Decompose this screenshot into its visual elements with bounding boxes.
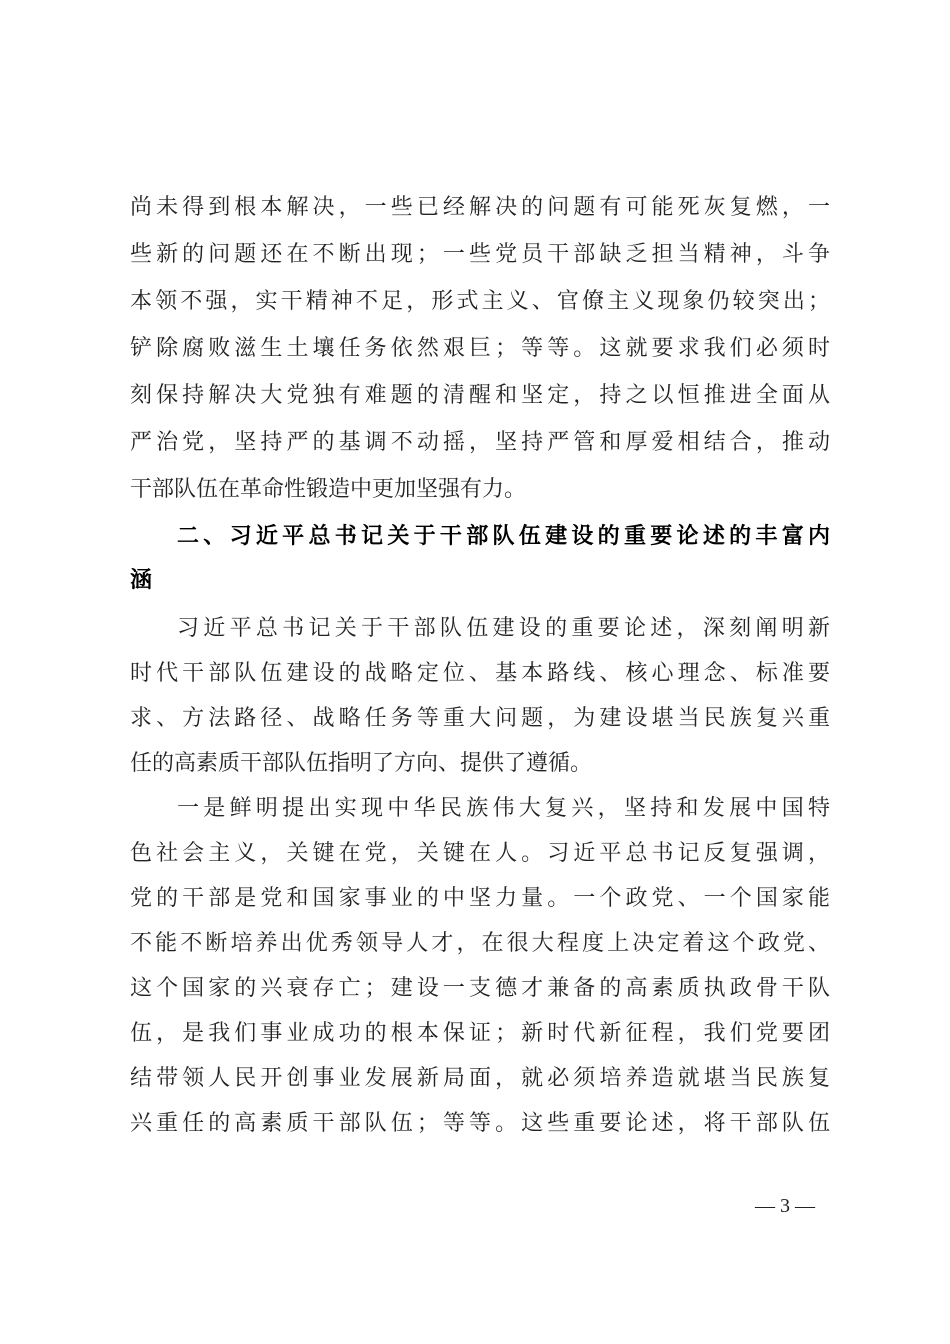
text-line: 本领不强，实干精神不足，形式主义、官僚主义现象仍较突出；: [130, 289, 830, 314]
text-line: 伍，是我们事业成功的根本保证；新时代新征程，我们党要团: [130, 1021, 830, 1046]
heading-line: 涵: [130, 568, 153, 593]
text-line: 习近平总书记关于干部队伍建设的重要论述，深刻阐明新: [177, 616, 830, 641]
text-line: 尚未得到根本解决，一些已经解决的问题有可能死灰复燃，一: [130, 195, 830, 220]
text-line: 党的干部是党和国家事业的中坚力量。一个政党、一个国家能: [130, 886, 830, 911]
text-line: 时代干部队伍建设的战略定位、基本路线、核心理念、标准要: [130, 661, 830, 686]
text-line: 结带领人民开创事业发展新局面，就必须培养造就堪当民族复: [130, 1066, 830, 1091]
text-line: 干部队伍在革命性锻造中更加坚强有力。: [130, 477, 527, 502]
text-line: 些新的问题还在不断出现；一些党员干部缺乏担当精神，斗争: [130, 242, 830, 267]
text-line: 这个国家的兴衰存亡；建设一支德才兼备的高素质执政骨干队: [130, 976, 830, 1001]
text-line: 不能不断培养出优秀领导人才，在很大程度上决定着这个政党、: [130, 931, 830, 956]
text-line: 求、方法路径、战略任务等重大问题，为建设堪当民族复兴重: [130, 706, 830, 731]
text-line: 兴重任的高素质干部队伍；等等。这些重要论述，将干部队伍: [130, 1111, 830, 1136]
text-line: 铲除腐败滋生土壤任务依然艰巨；等等。这就要求我们必须时: [130, 336, 830, 361]
text-line: 刻保持解决大党独有难题的清醒和坚定，持之以恒推进全面从: [130, 383, 830, 408]
text-line: 任的高素质干部队伍指明了方向、提供了遵循。: [130, 751, 593, 776]
text-line: 一是鲜明提出实现中华民族伟大复兴，坚持和发展中国特: [177, 796, 830, 821]
text-line: 严治党，坚持严的基调不动摇，坚持严管和厚爱相结合，推动: [130, 430, 830, 455]
heading-line: 二、习近平总书记关于干部队伍建设的重要论述的丰富内: [177, 524, 830, 549]
page-number: — 3 —: [755, 1195, 815, 1217]
text-line: 色社会主义，关键在党，关键在人。习近平总书记反复强调，: [130, 841, 830, 866]
